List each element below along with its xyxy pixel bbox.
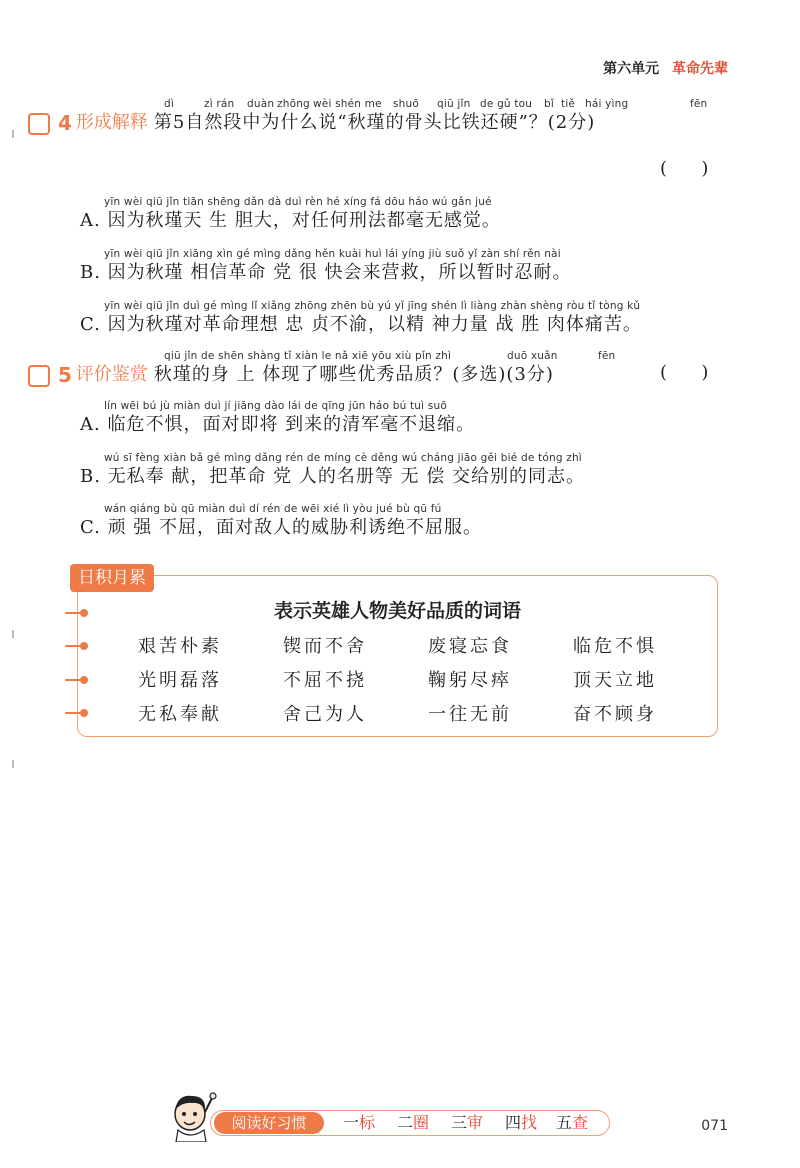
edge-mark	[12, 630, 14, 638]
score-checkbox[interactable]	[28, 113, 50, 135]
question-4-head	[28, 106, 595, 140]
option-text: C. 因为秋瑾对革命理想 忠 贞不渝，以精 神力量 战 胜 肉体痛苦。	[80, 314, 642, 335]
option-text: C. 顽 强 不屈，面对敌人的威胁利诱绝不屈服。	[80, 517, 483, 538]
pinyin: wèi shén me	[313, 98, 382, 110]
accumulation-title: 表示英雄人物美好品质的词语	[273, 600, 521, 622]
habit-item	[343, 1112, 375, 1134]
word-item: 舍己为人	[283, 704, 367, 725]
word-item: 废寝忘食	[428, 636, 512, 657]
option-text: A. 临危不惧，面对即将 到来的清军毫不退缩。	[80, 414, 476, 435]
option-b[interactable]	[80, 256, 572, 290]
question-type: 评价鉴赏	[75, 364, 148, 385]
habit-item	[397, 1112, 429, 1134]
pinyin: de gǔ tou	[480, 98, 533, 110]
habit-item	[556, 1112, 588, 1134]
pinyin: qiū jǐn de shēn shàng tǐ xiàn le nǎ xiē yōu xiù pǐn zhì	[164, 350, 452, 362]
option-a[interactable]	[80, 408, 475, 442]
answer-blank[interactable]: ( )	[660, 158, 709, 179]
question-stem: 第5自然段中为什么说“秋瑾的骨头比铁还硬”？(2分)	[153, 112, 596, 133]
habit-item	[505, 1112, 537, 1134]
habit-item	[451, 1112, 483, 1134]
pinyin: hái yìng	[585, 98, 629, 110]
question-stem: 秋瑾的身 上 体现了哪些优秀品质？(多选)(3分)	[153, 364, 554, 385]
habit-num: 四	[505, 1113, 522, 1132]
unit-label: 第六单元	[603, 61, 660, 77]
word-item: 一往无前	[428, 704, 512, 725]
edge-mark	[12, 130, 14, 138]
pinyin: duō xuǎn	[507, 350, 558, 362]
word-item: 艰苦朴素	[138, 636, 222, 657]
page-number: 071	[701, 1118, 728, 1134]
word-item: 奋不顾身	[573, 704, 657, 725]
habit-word: 审	[467, 1113, 484, 1132]
binder-ring-icon	[65, 676, 87, 684]
option-pinyin: lín wēi bú jù miàn duì jí jiāng dào lái de qīng jūn háo bú tuì suō	[104, 400, 447, 412]
word-item: 锲而不舍	[283, 636, 367, 657]
pinyin: qiū jǐn	[437, 98, 471, 110]
pinyin: zì rán	[204, 98, 235, 110]
footer-tag: 阅读好习惯	[214, 1112, 324, 1134]
edge-mark	[12, 760, 14, 768]
question-number: 4	[58, 111, 72, 135]
binder-ring-icon	[65, 609, 87, 617]
answer-blank[interactable]: ( )	[660, 362, 709, 383]
habit-word: 圈	[413, 1113, 430, 1132]
page-header	[603, 58, 728, 78]
pinyin: dì	[164, 98, 174, 110]
option-c[interactable]	[80, 308, 642, 342]
score-checkbox[interactable]	[28, 365, 50, 387]
word-item: 光明磊落	[138, 670, 222, 691]
word-item: 临危不惧	[573, 636, 657, 657]
pinyin: tiě	[561, 98, 576, 110]
habit-num: 三	[451, 1113, 468, 1132]
option-b[interactable]	[80, 460, 585, 494]
topic-label: 革命先辈	[672, 61, 728, 77]
question-5-head	[28, 358, 554, 392]
word-item: 不屈不挠	[283, 670, 367, 691]
habit-word: 查	[572, 1113, 589, 1132]
option-c[interactable]	[80, 511, 482, 545]
word-item: 无私奉献	[138, 704, 222, 725]
habit-num: 五	[556, 1113, 573, 1132]
option-pinyin: yīn wèi qiū jǐn duì gé mìng lǐ xiǎng zhōng zhēn bù yú yǐ jīng shén lì liàng zhàn shèng ròu tǐ tòng kǔ	[104, 300, 641, 312]
word-item: 鞠躬尽瘁	[428, 670, 512, 691]
accumulation-tag: 日积月累	[70, 564, 154, 592]
pinyin: shuō	[393, 98, 420, 110]
question-number: 5	[58, 363, 72, 387]
pinyin: zhōng	[277, 98, 310, 110]
pinyin: fēn	[598, 350, 616, 362]
habit-num: 一	[343, 1113, 360, 1132]
option-text: A. 因为秋瑾天 生 胆大，对任何刑法都毫无感觉。	[80, 210, 501, 231]
word-item: 顶天立地	[573, 670, 657, 691]
option-text: B. 因为秋瑾 相信革命 党 很 快会来营救，所以暂时忍耐。	[80, 262, 572, 283]
option-a[interactable]	[80, 204, 501, 238]
pinyin: duàn	[247, 98, 275, 110]
habit-word: 找	[521, 1113, 538, 1132]
option-pinyin: yīn wèi qiū jǐn tiān shēng dǎn dà duì rèn hé xíng fá dōu háo wú gǎn jué	[104, 196, 492, 208]
pinyin: bǐ	[544, 98, 554, 110]
binder-ring-icon	[65, 642, 87, 650]
option-text: B. 无私奉 献，把革命 党 人的名册等 无 偿 交给别的同志。	[80, 466, 585, 487]
option-pinyin: yīn wèi qiū jǐn xiāng xìn gé mìng dǎng hěn kuài huì lái yíng jiù suǒ yǐ zàn shí rěn nài	[104, 248, 561, 260]
option-pinyin: wán qiáng bù qū miàn duì dí rén de wēi xié lì yòu jué bù qū fú	[104, 503, 442, 515]
option-pinyin: wú sī fèng xiàn bǎ gé mìng dǎng rén de míng cè děng wú cháng jiāo gěi bié de tóng zhì	[104, 452, 582, 464]
binder-ring-icon	[65, 709, 87, 717]
pinyin: fēn	[690, 98, 708, 110]
question-type: 形成解释	[75, 112, 148, 133]
habit-word: 标	[359, 1113, 376, 1132]
habit-num: 二	[397, 1113, 414, 1132]
